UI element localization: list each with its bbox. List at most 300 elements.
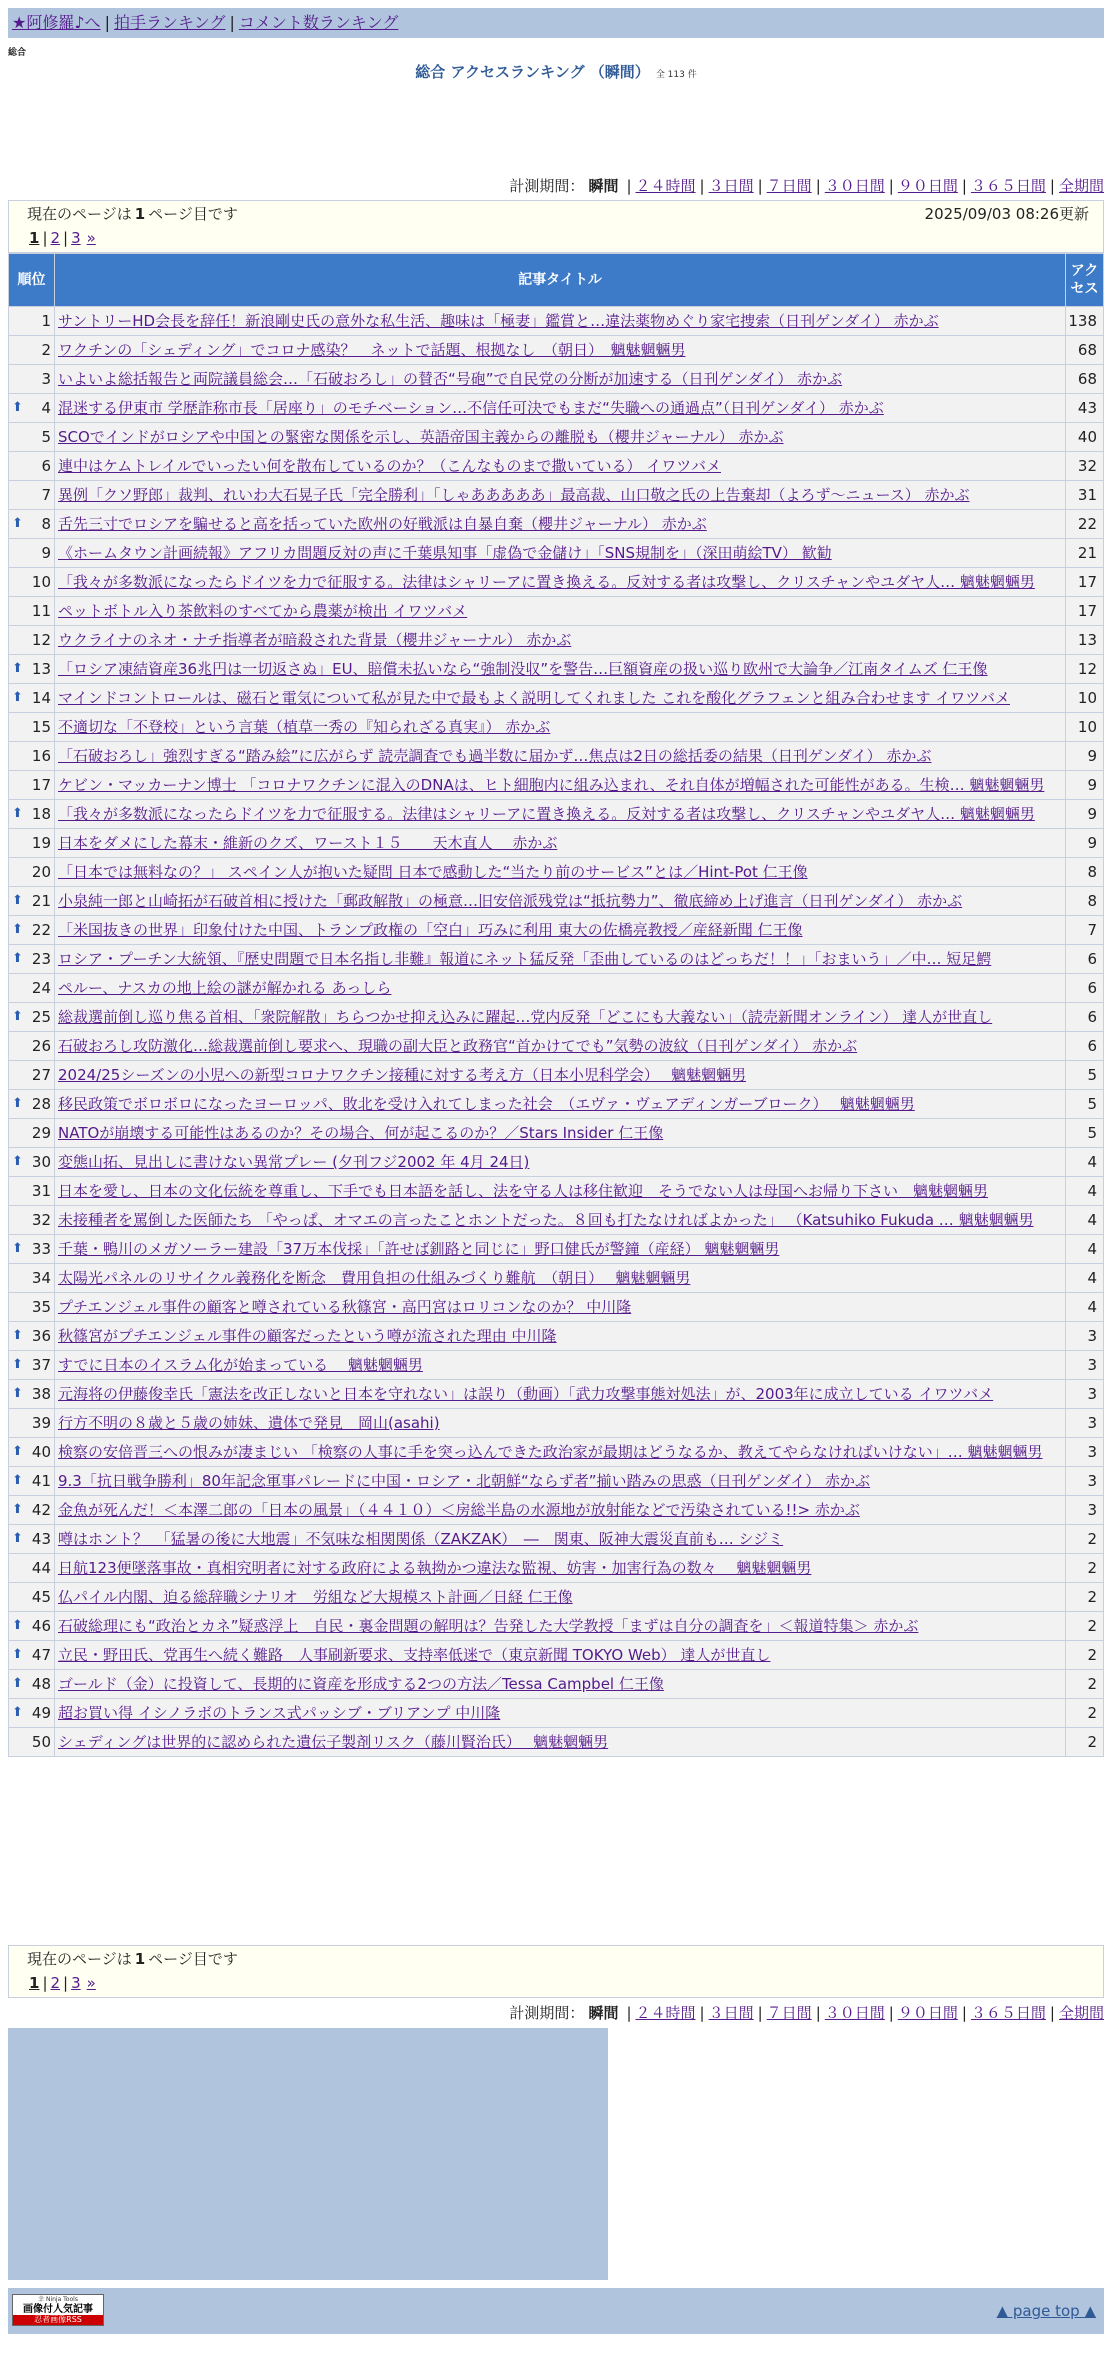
period-label: 計測期間：	[509, 2004, 585, 2022]
article-link[interactable]: 「我々が多数派になったらドイツを力で征服する。法律はシャリーアに置き換える。反対する者は攻撃し、クリスチャンやユダヤ人… 魑魅魍魎男	[58, 573, 1035, 591]
access-count: 9	[1066, 771, 1104, 800]
access-count: 3	[1066, 1467, 1104, 1496]
table-row	[9, 1467, 1104, 1496]
rank-cell	[9, 1148, 55, 1177]
rank-number: 27	[31, 1066, 51, 1084]
table-row	[9, 1496, 1104, 1525]
access-count: 6	[1066, 945, 1104, 974]
article-link[interactable]: 石破総理にも“政治とカネ”疑惑浮上 自民・裏金問題の解明は？告発した大学教授「まずは自分の調査を」＜報道特集＞ 赤かぶ	[58, 1617, 919, 1635]
rank-number: 12	[31, 631, 51, 649]
access-count: 2	[1066, 1670, 1104, 1699]
article-link[interactable]: 石破おろし攻防激化…総裁選前倒し要求へ、現職の副大臣と政務官“首かけてでも”気勢の波紋（日刊ゲンダイ） 赤かぶ	[58, 1037, 858, 1055]
table-row	[9, 858, 1104, 887]
access-count: 8	[1066, 858, 1104, 887]
article-link[interactable]: 小泉純一郎と山崎拓が石破首相に授けた「郵政解散」の極意…旧安倍派残党は“抵抗勢力”、徹底締め上げ進言（日刊ゲンダイ） 赤かぶ	[58, 892, 963, 910]
table-row	[9, 1612, 1104, 1641]
article-link[interactable]: 混迷する伊東市 学歴詐称市長「居座り」のモチベーション…不信任可決でもまだ“失職への通過点”（日刊ゲンダイ） 赤かぶ	[58, 399, 884, 417]
rank-up-arrow-icon: ⬆	[12, 1705, 23, 1720]
ranking-title: 総合 アクセスランキング （瞬間）	[415, 63, 650, 81]
rank-number: 32	[31, 1211, 51, 1229]
title-cell	[55, 800, 1066, 829]
table-row	[9, 423, 1104, 452]
rank-up-arrow-icon: ⬆	[12, 1009, 23, 1024]
article-link[interactable]: サントリーHD会長を辞任！新浪剛史氏の意外な私生活、趣味は「極妻」鑑賞と…違法薬物めぐり家宅捜索（日刊ゲンダイ） 赤かぶ	[58, 312, 939, 330]
access-count: 31	[1066, 481, 1104, 510]
rank-up-arrow-icon: ⬆	[12, 922, 23, 937]
rank-cell	[9, 1728, 55, 1757]
rank-cell	[9, 626, 55, 655]
rank-cell	[9, 1032, 55, 1061]
title-cell	[55, 1003, 1066, 1032]
rank-cell	[9, 1583, 55, 1612]
table-row	[9, 887, 1104, 916]
article-link[interactable]: 移民政策でボロボロになったヨーロッパ、敗北を受け入れてしまった社会 （エヴァ・ヴェアディンガーブローク） 魑魅魍魎男	[58, 1095, 915, 1113]
article-link[interactable]: プチエンジェル事件の顧客と噂されている秋篠宮・高円宮はロリコンなのか？ 中川隆	[58, 1298, 632, 1316]
rank-up-arrow-icon: ⬆	[12, 1647, 23, 1662]
rank-cell	[9, 307, 55, 336]
access-count: 3	[1066, 1409, 1104, 1438]
period-365d[interactable]: ３６５日間	[970, 177, 1046, 195]
rank-cell	[9, 829, 55, 858]
header-rank: 順位	[9, 254, 55, 307]
rank-number: 35	[31, 1298, 51, 1316]
rank-cell	[9, 974, 55, 1003]
article-link[interactable]: ゴールド（金）に投資して、長期的に資産を形成する2つの方法／Tessa Campbel 仁王像	[58, 1675, 664, 1693]
article-link[interactable]: 噂はホント？ 「猛暑の後に大地震」不気味な相関関係（ZAKZAK） ― 関東、阪神大震災直前も… シジミ	[58, 1530, 784, 1548]
access-count: 13	[1066, 626, 1104, 655]
article-link[interactable]: ペルー、ナスカの地上絵の謎が解かれる あっしら	[58, 979, 392, 997]
rank-number: 45	[31, 1588, 51, 1606]
rank-up-arrow-icon: ⬆	[12, 1444, 23, 1459]
article-link[interactable]: 未接種者を罵倒した医師たち 「やっぱ、オマエの言ったことホントだった。８回も打たなければよかった」 （Katsuhiko Fukuda … 魑魅魍魎男	[58, 1211, 1034, 1229]
rank-number: 46	[31, 1617, 51, 1635]
table-row	[9, 1351, 1104, 1380]
rank-cell	[9, 1322, 55, 1351]
rank-cell	[9, 1409, 55, 1438]
article-link[interactable]: マインドコントロールは、磁石と電気について私が見た中で最もよく説明してくれました これを酸化グラフェンと組み合わせます イワツバメ	[58, 689, 1010, 707]
title-cell	[55, 1438, 1066, 1467]
page-current: 1	[29, 229, 40, 247]
article-link[interactable]: 不適切な「不登校」という言葉（植草一秀の『知られざる真実』） 赤かぶ	[58, 718, 551, 736]
rank-number: 10	[31, 573, 51, 591]
period-current: 瞬間	[588, 2004, 619, 2022]
article-link[interactable]: 総裁選前倒し巡り焦る首相、「衆院解散」ちらつかせ抑え込みに躍起…党内反発「どこにも大義ない」（読売新聞オンライン） 達人が世直し	[58, 1008, 993, 1026]
title-cell	[55, 307, 1066, 336]
rank-number: 19	[31, 834, 51, 852]
rank-up-arrow-icon: ⬆	[12, 1676, 23, 1691]
article-link[interactable]: シェディングは世界的に認められた遺伝子製剤リスク（藤川賢治氏） 魑魅魍魎男	[58, 1733, 609, 1751]
article-link[interactable]: 日航123便墜落事故・真相究明者に対する政府による執拗かつ違法な監視、妨害・加害行為の数々 魑魅魍魎男	[58, 1559, 812, 1577]
article-link[interactable]: 仏パイル内閣、迫る総辞職シナリオ 労組など大規模スト計画／日経 仁王像	[58, 1588, 573, 1606]
rank-number: 23	[31, 950, 51, 968]
rank-number: 33	[31, 1240, 51, 1258]
access-count: 4	[1066, 1206, 1104, 1235]
rank-up-arrow-icon: ⬆	[12, 1328, 23, 1343]
title-cell	[55, 1380, 1066, 1409]
access-count: 17	[1066, 597, 1104, 626]
article-link[interactable]: 「米国抜きの世界」印象付けた中国、トランプ政権の「空白」巧みに利用 東大の佐橋亮教授／産経新聞 仁王像	[58, 921, 803, 939]
rank-up-arrow-icon: ⬆	[12, 1096, 23, 1111]
title-cell	[55, 1699, 1066, 1728]
rank-number: 39	[31, 1414, 51, 1432]
table-row	[9, 568, 1104, 597]
access-count: 40	[1066, 423, 1104, 452]
page-link-3[interactable]: 3	[71, 229, 81, 247]
article-link[interactable]: いよいよ総括報告と両院議員総会…「石破おろし」の賛否“号砲”で自民党の分断が加速する（日刊ゲンダイ） 赤かぶ	[58, 370, 843, 388]
title-cell	[55, 713, 1066, 742]
article-link[interactable]: ロシア・プーチン大統領、『歴史問題で日本名指し非難』報道にネット猛反発「歪曲しているのはどっちだ！！」「おまいう」／中… 短足鰐	[58, 950, 992, 968]
table-row	[9, 1728, 1104, 1757]
title-cell	[55, 1583, 1066, 1612]
period-selector-bottom: 計測期間： 瞬間 | ２４時間 | ３日間 | ７日間 | ３０日間 | ９０日間 | ３６５日間 | 全期間	[509, 2004, 1104, 2022]
table-row	[9, 336, 1104, 365]
article-link[interactable]: 連中はケムトレイルでいったい何を散布しているのか？（こんなものまで撒いている） イワツバメ	[58, 457, 721, 475]
rank-cell	[9, 336, 55, 365]
access-count: 6	[1066, 1032, 1104, 1061]
access-count: 17	[1066, 568, 1104, 597]
access-count: 68	[1066, 336, 1104, 365]
table-row	[9, 510, 1104, 539]
period-90d[interactable]: ９０日間	[897, 2004, 958, 2022]
table-row	[9, 539, 1104, 568]
article-link[interactable]: 舌先三寸でロシアを騙せると高を括っていた欧州の好戦派は自暴自棄（櫻井ジャーナル） 赤かぶ	[58, 515, 707, 533]
article-link[interactable]: ケビン・マッカーナン博士 「コロナワクチンに混入のDNAは、ヒト細胞内に組み込まれ、それ自体が増幅された可能性がある。生検… 魑魅魍魎男	[58, 776, 1045, 794]
access-count: 3	[1066, 1380, 1104, 1409]
rank-cell	[9, 539, 55, 568]
total-count: 全 113 件	[655, 70, 697, 80]
title-cell	[55, 655, 1066, 684]
title-cell	[55, 1670, 1066, 1699]
ninja-rss-logo[interactable]: 幸 Ninja Tools 画像付人気記事 忍者画像RSS	[12, 2294, 104, 2326]
article-link[interactable]: 日本を愛し、日本の文化伝統を尊重し、下手でも日本語を話し、法を守る人は移住歓迎 そうでない人は母国へお帰り下さい 魑魅魍魎男	[58, 1182, 989, 1200]
rank-number: 16	[31, 747, 51, 765]
access-count: 32	[1066, 452, 1104, 481]
article-link[interactable]: 「石破おろし」強烈すぎる“踏み絵”に広がらず 読売調査でも過半数に届かず…焦点は2日の総括委の結果（日刊ゲンダイ） 赤かぶ	[58, 747, 932, 765]
page-current: 1	[29, 1974, 40, 1992]
rank-cell	[9, 394, 55, 423]
rank-number: 49	[31, 1704, 51, 1722]
article-link[interactable]: 異例「クソ野郎」裁判、れいわ大石晃子氏「完全勝利」「しゃあああああ」最高裁、山口敬之氏の上告棄却（よろず～ニュース） 赤かぶ	[58, 486, 970, 504]
rank-number: 14	[31, 689, 51, 707]
home-link[interactable]: ★阿修羅♪へ	[12, 13, 101, 32]
access-count: 6	[1066, 974, 1104, 1003]
rank-cell	[9, 1554, 55, 1583]
period-30d[interactable]: ３０日間	[824, 2004, 885, 2022]
access-count: 7	[1066, 916, 1104, 945]
title-cell	[55, 626, 1066, 655]
rank-up-arrow-icon: ⬆	[12, 690, 23, 705]
access-count: 2	[1066, 1612, 1104, 1641]
rank-number: 50	[31, 1733, 51, 1751]
article-link[interactable]: NATOが崩壊する可能性はあるのか？その場合、何が起こるのか？／Stars Insider 仁王像	[58, 1124, 664, 1142]
access-count: 10	[1066, 684, 1104, 713]
access-count: 9	[1066, 829, 1104, 858]
table-row	[9, 1264, 1104, 1293]
ad-placeholder	[8, 2028, 608, 2280]
rank-cell	[9, 1380, 55, 1409]
article-link[interactable]: 太陽光パネルのリサイクル義務化を断念 費用負担の仕組みづくり難航 （朝日） 魑魅魍魎男	[58, 1269, 691, 1287]
title-cell	[55, 684, 1066, 713]
rank-cell	[9, 1525, 55, 1554]
access-count: 3	[1066, 1322, 1104, 1351]
title-cell	[55, 336, 1066, 365]
table-row	[9, 1670, 1104, 1699]
rank-number: 30	[31, 1153, 51, 1171]
article-link[interactable]: 立民・野田氏、党再生へ続く難路 人事刷新要求、支持率低迷で（東京新聞 TOKYO Web） 達人が世直し	[58, 1646, 771, 1664]
title-cell	[55, 539, 1066, 568]
rank-cell	[9, 1438, 55, 1467]
article-link[interactable]: 「ロシア凍結資産36兆円は一切返さぬ」EU、賠償未払いなら“強制没収”を警告…巨額資産の扱い巡り欧州で大論争／江南タイムズ 仁王像	[58, 660, 988, 678]
rank-cell	[9, 713, 55, 742]
period-24h[interactable]: ２４時間	[635, 2004, 696, 2022]
table-row	[9, 1525, 1104, 1554]
table-row	[9, 394, 1104, 423]
title-cell	[55, 597, 1066, 626]
article-link[interactable]: ウクライナのネオ・ナチ指導者が暗殺された背景（櫻井ジャーナル） 赤かぶ	[58, 631, 572, 649]
top-navigation	[8, 8, 1104, 38]
title-cell	[55, 481, 1066, 510]
access-count: 2	[1066, 1699, 1104, 1728]
rank-up-arrow-icon: ⬆	[12, 1154, 23, 1169]
table-row	[9, 1641, 1104, 1670]
access-count: 43	[1066, 394, 1104, 423]
table-row	[9, 800, 1104, 829]
title-cell	[55, 1293, 1066, 1322]
table-row	[9, 1438, 1104, 1467]
access-count: 2	[1066, 1583, 1104, 1612]
table-row	[9, 1032, 1104, 1061]
pagination-top: 1 | 2 | 3 »	[29, 229, 96, 247]
article-link[interactable]: 千葉・鴨川のメガソーラー建設「37万本伐採」「許せば釧路と同じに」野口健氏が警鐘（産経） 魑魅魍魎男	[58, 1240, 780, 1258]
article-link[interactable]: ワクチンの「シェディング」でコロナ感染？ ネットで話題、根拠なし （朝日） 魑魅魍魎男	[58, 341, 686, 359]
page-link-2[interactable]: 2	[50, 1974, 61, 1992]
table-row	[9, 626, 1104, 655]
article-link[interactable]: 元海将の伊藤俊幸氏「憲法を改正しないと日本を守れない」は誤り（動画）「武力攻撃事態対処法」が、2003年に成立している イワツバメ	[58, 1385, 994, 1403]
title-cell	[55, 394, 1066, 423]
article-link[interactable]: 変態山拓、見出しに書けない異常プレー (夕刊フジ2002 年 4月 24日)	[58, 1153, 530, 1171]
rank-number: 37	[31, 1356, 51, 1374]
access-count: 10	[1066, 713, 1104, 742]
title-cell	[55, 1148, 1066, 1177]
header-access: アクセス	[1066, 254, 1104, 307]
table-row	[9, 1409, 1104, 1438]
rank-cell	[9, 1177, 55, 1206]
title-cell	[55, 510, 1066, 539]
title-cell	[55, 1235, 1066, 1264]
page-info-box-top	[8, 200, 1104, 253]
article-link[interactable]: SCOでインドがロシアや中国との緊密な関係を示し、英語帝国主義からの離脱も（櫻井ジャーナル） 赤かぶ	[58, 428, 784, 446]
table-row	[9, 1322, 1104, 1351]
page-info: 現在のページは 1 ページ目です	[27, 1950, 238, 1968]
rank-cell	[9, 1264, 55, 1293]
rank-number: 28	[31, 1095, 51, 1113]
table-row	[9, 916, 1104, 945]
table-row	[9, 974, 1104, 1003]
title-cell	[55, 887, 1066, 916]
page-link-2[interactable]: 2	[50, 229, 61, 247]
table-row	[9, 1148, 1104, 1177]
rank-number: 29	[31, 1124, 51, 1142]
rank-number: 8	[41, 515, 51, 533]
access-count: 4	[1066, 1264, 1104, 1293]
title-cell	[55, 916, 1066, 945]
table-row	[9, 307, 1104, 336]
title-cell	[55, 1322, 1066, 1351]
rank-number: 22	[31, 921, 51, 939]
access-count: 6	[1066, 1003, 1104, 1032]
period-365d[interactable]: ３６５日間	[970, 2004, 1046, 2022]
rank-cell	[9, 1119, 55, 1148]
title-cell	[55, 365, 1066, 394]
article-link[interactable]: すでに日本のイスラム化が始まっている 魑魅魍魎男	[58, 1356, 423, 1374]
rank-number: 47	[31, 1646, 51, 1664]
rank-number: 34	[31, 1269, 51, 1287]
rank-cell	[9, 365, 55, 394]
rank-up-arrow-icon: ⬆	[12, 806, 23, 821]
rank-up-arrow-icon: ⬆	[12, 1473, 23, 1488]
table-row	[9, 945, 1104, 974]
title-cell	[55, 1061, 1066, 1090]
article-link[interactable]: 2024/25シーズンの小児への新型コロナワクチン接種に対する考え方（日本小児科学会） 魑魅魍魎男	[58, 1066, 747, 1084]
page-link-3[interactable]: 3	[71, 1974, 81, 1992]
access-count: 22	[1066, 510, 1104, 539]
table-row	[9, 1177, 1104, 1206]
article-link[interactable]: 秋篠宮がプチエンジェル事件の顧客だったという噂が流された理由 中川隆	[58, 1327, 557, 1345]
clap-ranking-link[interactable]: 拍手ランキング	[113, 13, 226, 32]
access-count: 9	[1066, 742, 1104, 771]
rank-number: 24	[31, 979, 51, 997]
rank-number: 18	[31, 805, 51, 823]
rank-up-arrow-icon: ⬆	[12, 1357, 23, 1372]
rank-number: 44	[31, 1559, 51, 1577]
title-cell	[55, 974, 1066, 1003]
comment-ranking-link[interactable]: コメント数ランキング	[238, 13, 399, 32]
article-link[interactable]: 「我々が多数派になったらドイツを力で征服する。法律はシャリーアに置き換える。反対する者は攻撃し、クリスチャンやユダヤ人… 魑魅魍魎男	[58, 805, 1035, 823]
access-count: 138	[1066, 307, 1104, 336]
table-row	[9, 1293, 1104, 1322]
next-page-link[interactable]: »	[86, 229, 96, 247]
title-cell	[55, 858, 1066, 887]
table-row	[9, 684, 1104, 713]
period-current: 瞬間	[588, 177, 619, 195]
rank-cell	[9, 1235, 55, 1264]
table-row	[9, 481, 1104, 510]
title-cell	[55, 1496, 1066, 1525]
rank-up-arrow-icon: ⬆	[12, 400, 23, 415]
rank-cell	[9, 568, 55, 597]
period-3d[interactable]: ３日間	[708, 177, 754, 195]
page-info: 現在のページは 1 ページ目です	[27, 205, 238, 223]
table-row	[9, 829, 1104, 858]
article-link[interactable]: 行方不明の８歳と５歳の姉妹、遺体で発見 岡山(asahi)	[58, 1414, 440, 1432]
rank-number: 42	[31, 1501, 51, 1519]
period-30d[interactable]: ３０日間	[824, 177, 885, 195]
access-count: 5	[1066, 1061, 1104, 1090]
period-7d[interactable]: ７日間	[766, 177, 812, 195]
rank-cell	[9, 1612, 55, 1641]
rank-cell	[9, 597, 55, 626]
pagination-bottom: 1 | 2 | 3 »	[29, 1974, 96, 1992]
period-90d[interactable]: ９０日間	[897, 177, 958, 195]
table-row	[9, 655, 1104, 684]
title-cell	[55, 1554, 1066, 1583]
period-7d[interactable]: ７日間	[766, 2004, 812, 2022]
article-link[interactable]: 金魚が死んだ！＜本澤二郎の「日本の風景」（４４１０）＜房総半島の水源地が放射能などで汚染されている!!> 赤かぶ	[58, 1501, 860, 1519]
rank-cell	[9, 481, 55, 510]
article-link[interactable]: 《ホームタウン計画続報》アフリカ問題反対の声に千葉県知事「虚偽で金儲け」「SNS規制を」（深田萌絵TV） 歓勧	[58, 544, 832, 562]
rank-cell	[9, 1467, 55, 1496]
rank-up-arrow-icon: ⬆	[12, 951, 23, 966]
next-page-link[interactable]: »	[86, 1974, 96, 1992]
rank-number: 31	[31, 1182, 51, 1200]
title-cell	[55, 945, 1066, 974]
article-link[interactable]: ペットボトル入り茶飲料のすべてから農薬が検出 イワツバメ	[58, 602, 468, 620]
title-cell	[55, 1177, 1066, 1206]
table-row	[9, 1380, 1104, 1409]
nav-separator: |	[229, 13, 235, 32]
rank-up-arrow-icon: ⬆	[12, 1386, 23, 1401]
title-cell	[55, 1264, 1066, 1293]
rank-cell	[9, 800, 55, 829]
table-row	[9, 597, 1104, 626]
rank-up-arrow-icon: ⬆	[12, 1531, 23, 1546]
rank-cell	[9, 1061, 55, 1090]
rank-number: 41	[31, 1472, 51, 1490]
rank-number: 5	[41, 428, 51, 446]
article-link[interactable]: 9.3「抗日戦争勝利」80年記念軍事パレードに中国・ロシア・北朝鮮“ならず者”揃い踏みの思惑（日刊ゲンダイ） 赤かぶ	[58, 1472, 871, 1490]
article-link[interactable]: 超お買い得 イシノラボのトランス式パッシブ・ブリアンプ 中川隆	[58, 1704, 501, 1722]
table-row	[9, 1583, 1104, 1612]
rank-up-arrow-icon: ⬆	[12, 516, 23, 531]
table-row	[9, 1235, 1104, 1264]
rank-number: 1	[41, 312, 51, 330]
rank-cell	[9, 1351, 55, 1380]
rank-number: 21	[31, 892, 51, 910]
rank-number: 15	[31, 718, 51, 736]
access-count: 21	[1066, 539, 1104, 568]
access-count: 2	[1066, 1728, 1104, 1757]
period-label: 計測期間：	[509, 177, 585, 195]
rank-number: 38	[31, 1385, 51, 1403]
rank-cell	[9, 1699, 55, 1728]
period-all[interactable]: 全期間	[1058, 2004, 1104, 2022]
page-top-link[interactable]: ▲ page top ▲	[996, 2302, 1096, 2320]
article-link[interactable]: 日本をダメにした幕末・維新のクズ、ワースト１５ 天木直人 赤かぶ	[58, 834, 558, 852]
title-cell	[55, 568, 1066, 597]
period-24h[interactable]: ２４時間	[635, 177, 696, 195]
period-all[interactable]: 全期間	[1058, 177, 1104, 195]
genre-label: 総合	[8, 48, 27, 58]
title-cell	[55, 829, 1066, 858]
rank-number: 25	[31, 1008, 51, 1026]
period-3d[interactable]: ３日間	[708, 2004, 754, 2022]
title-cell	[55, 1641, 1066, 1670]
access-count: 2	[1066, 1641, 1104, 1670]
rank-up-arrow-icon: ⬆	[12, 1502, 23, 1517]
access-count: 9	[1066, 800, 1104, 829]
table-row	[9, 771, 1104, 800]
rank-up-arrow-icon: ⬆	[12, 893, 23, 908]
access-count: 12	[1066, 655, 1104, 684]
title-cell	[55, 1032, 1066, 1061]
rank-number: 13	[31, 660, 51, 678]
rank-number: 40	[31, 1443, 51, 1461]
rank-up-arrow-icon: ⬆	[12, 661, 23, 676]
rank-cell	[9, 452, 55, 481]
rank-cell	[9, 916, 55, 945]
article-link[interactable]: 「日本では無料なの？」 スペイン人が抱いた疑問 日本で感動した“当たり前のサービス”とは／Hint-Pot 仁王像	[58, 863, 808, 881]
article-link[interactable]: 検察の安倍晋三への恨みが凄まじい 「検察の人事に手を突っ込んできた政治家が最期はどうなるか、教えてやらなければいけない」… 魑魅魍魎男	[58, 1443, 1043, 1461]
